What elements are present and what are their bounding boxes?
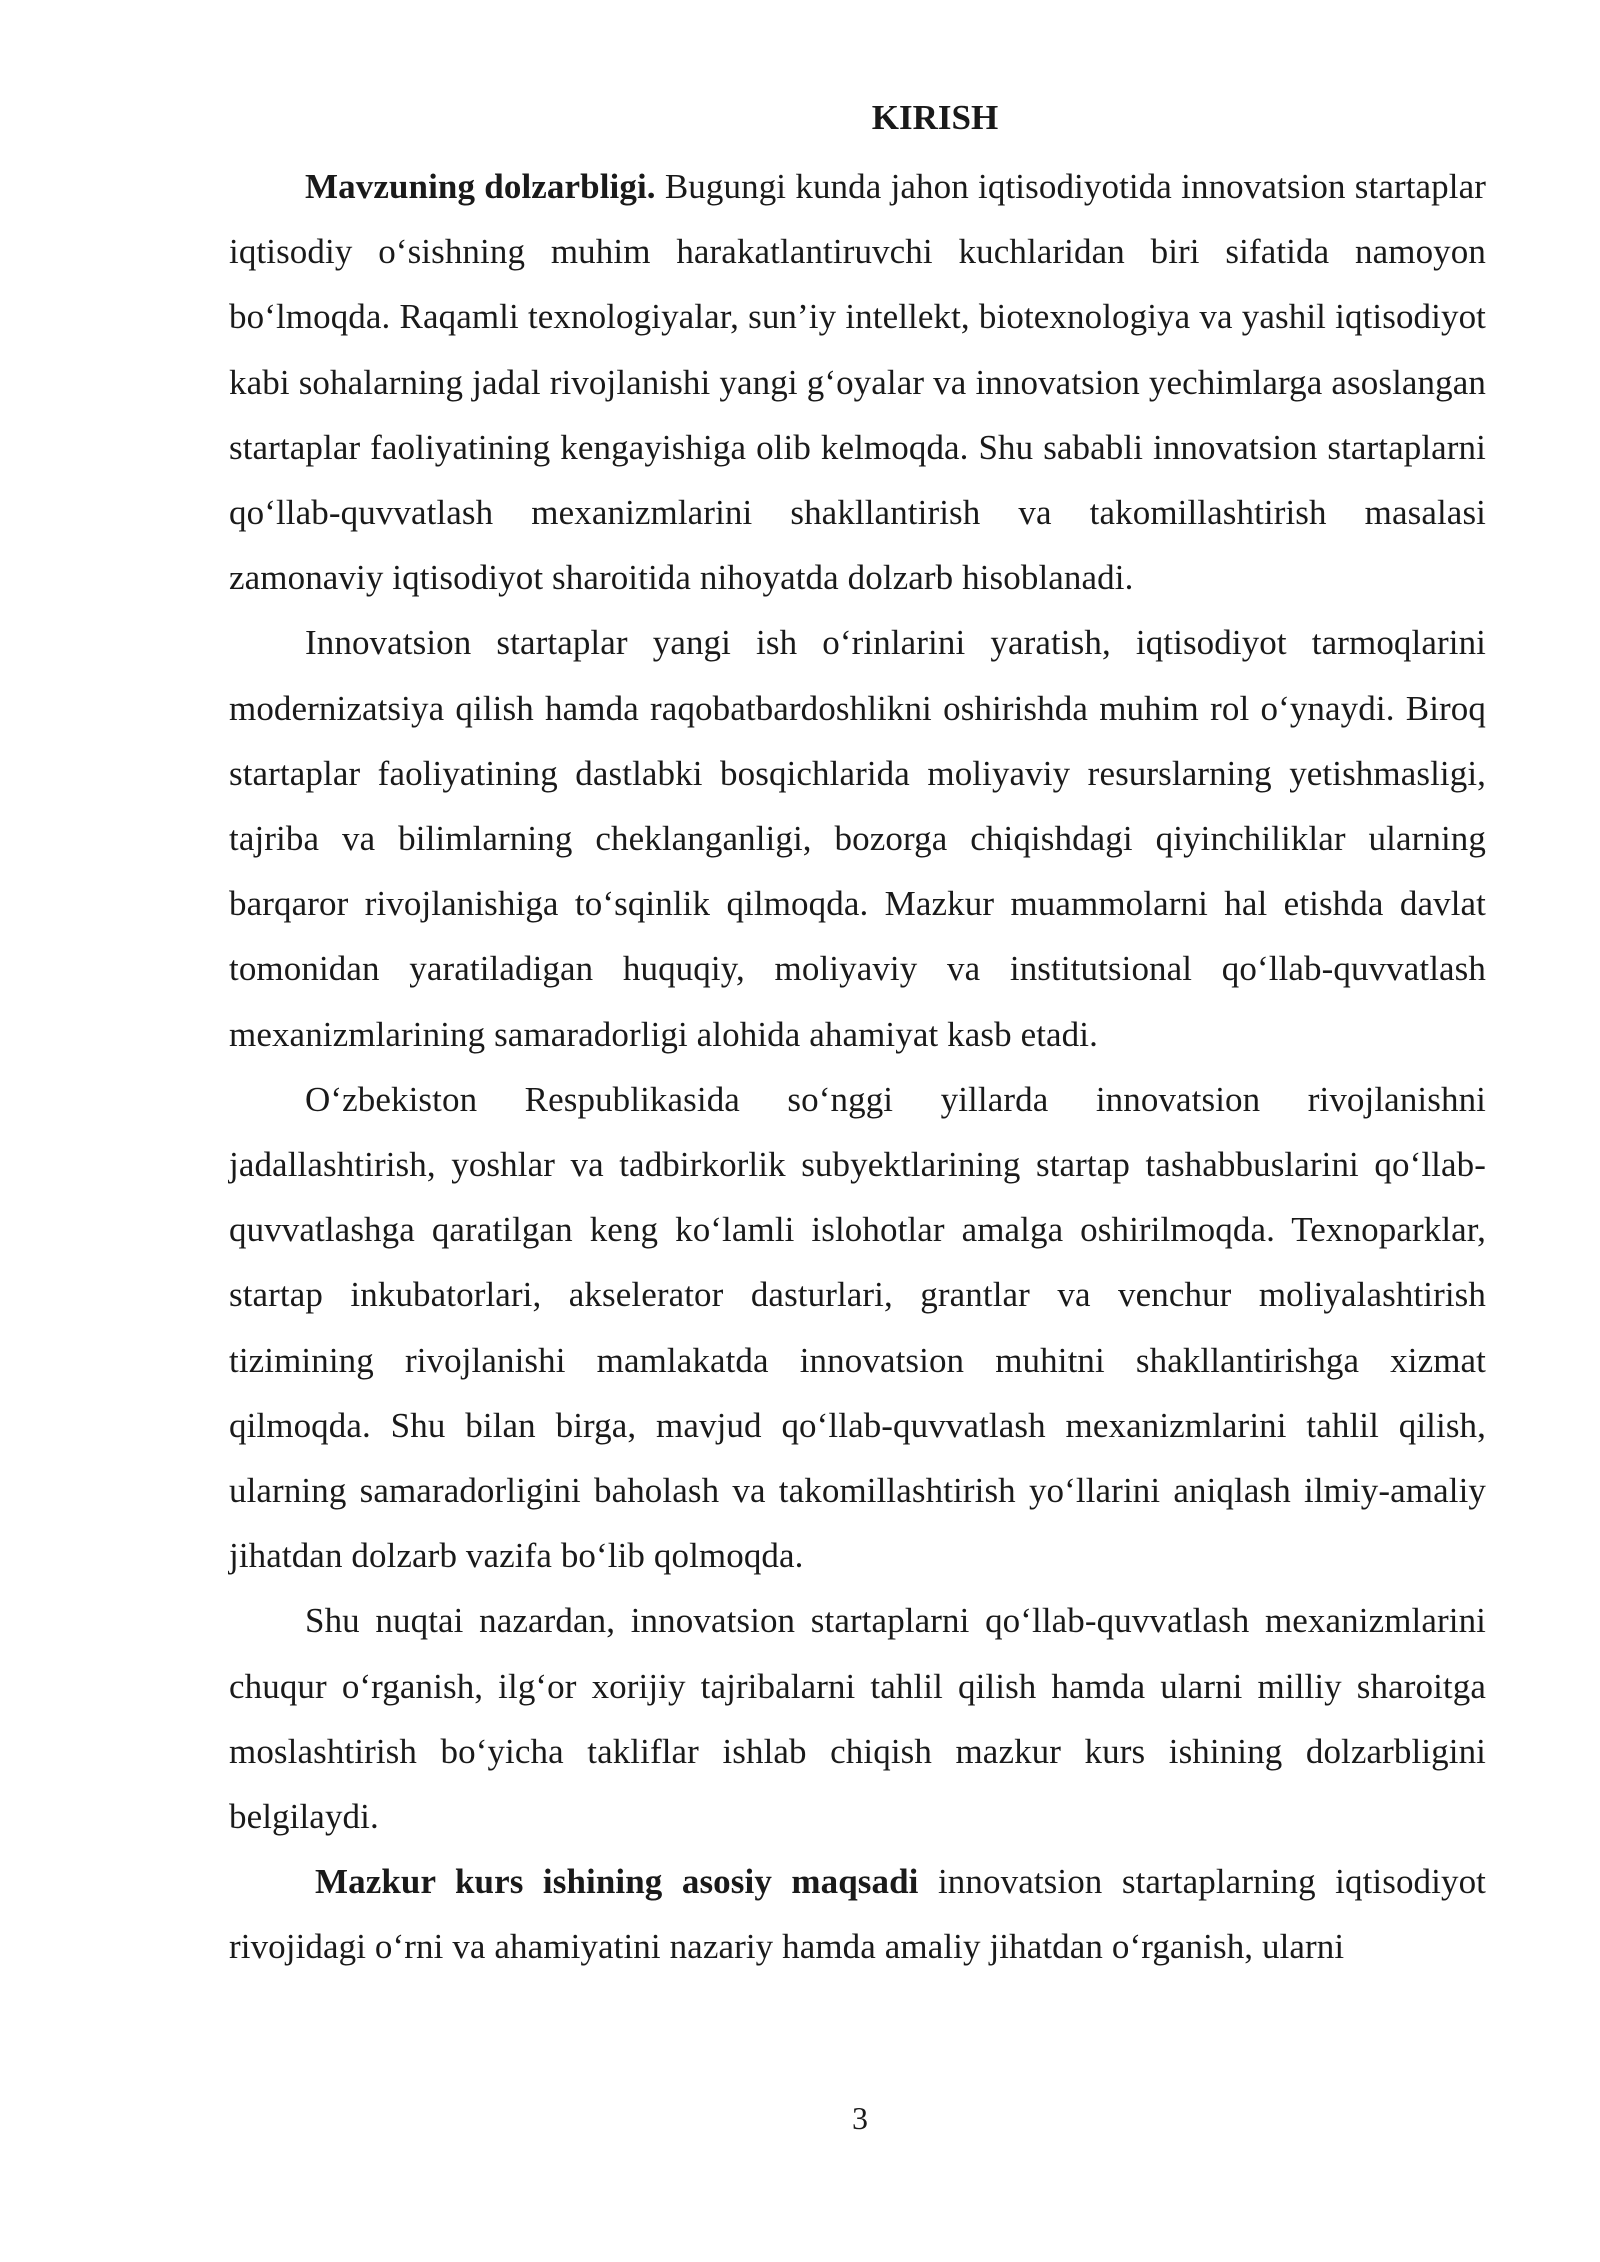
- paragraph-uzbekistan-reforms: [229, 1067, 1486, 1589]
- paragraph-lead: Mavzuning dolzarbligi.: [305, 167, 656, 206]
- paragraph-text: Shu nuqtai nazardan, innovatsion startaplarni qo‘llab-quvvatlash mexanizmlarini chuqur o‘rganish, ilg‘or xorijiy tajribalarni tahlil qilish hamda ularni milliy sharoitga moslashtirish bo‘yicha takliflar ishlab chiqish mazkur kurs ishining dolzarbligini belgilaydi.: [229, 1601, 1486, 1837]
- paragraph-text: innovatsion startaplarning iqtisodiyot rivojidagi o‘rni va ahamiyatini nazariy hamda amaliy jihatdan o‘rganish, ularni: [229, 1862, 1486, 1967]
- paragraph-text: Bugungi kunda jahon iqtisodiyotida innovatsion startaplar iqtisodiy o‘sishning muhim harakatlantiruvchi kuchlaridan biri sifatida namoyon bo‘lmoqda. Raqamli texnologiyalar, sun’iy intellekt, biotexnologiya va yashil iqtisodiyot kabi sohalarning jadal rivojlanishi yangi g‘oyalar va innovatsion yechimlarga asoslangan startaplar faoliyatining kengayishiga olib kelmoqda. Shu sababli innovatsion startaplarni qo‘llab-quvvatlash mexanizmlarini shakllantirish va takomillashtirish masalasi zamonaviy iqtisodiyot sharoitida nihoyatda dolzarb hisoblanadi.: [229, 167, 1486, 598]
- paragraph-text: O‘zbekiston Respublikasida so‘nggi yillarda innovatsion rivojlanishni jadallashtirish, yoshlar va tadbirkorlik subyektlarining startap tashabbuslarini qo‘llab-quvvatlashga qaratilgan keng ko‘lamli islohotlar amalga oshirilmoqda. Texnoparklar, startap inkubatorlari, akselerator dasturlari, grantlar va venchur moliyalashtirish tizimining rivojlanishi mamlakatda innovatsion muhitni shakllantirishga xizmat qilmoqda. Shu bilan birga, mavjud qo‘llab-quvvatlash mexanizmlarini tahlil qilish, ularning samaradorligini baholash va takomillashtirish yo‘llarini aniqlash ilmiy-amaliy jihatdan dolzarb vazifa bo‘lib qolmoqda.: [229, 1079, 1486, 1576]
- paragraph-relevance: [229, 154, 1486, 610]
- paragraph-perspective: [229, 1588, 1486, 1849]
- paragraph-main-goal: [229, 1849, 1486, 1979]
- page-body: [229, 90, 1486, 1980]
- paragraph-lead: Mazkur kurs ishining asosiy maqsadi: [315, 1862, 919, 1902]
- section-title: KIRISH: [871, 98, 999, 137]
- paragraph-startups-role: [229, 610, 1486, 1066]
- page-number: 3: [852, 2100, 868, 2136]
- paragraph-text: Innovatsion startaplar yangi ish o‘rinlarini yaratish, iqtisodiyot tarmoqlarini modernizatsiya qilish hamda raqobatbardoshlikni oshirishda muhim rol o‘ynaydi. Biroq startaplar faoliyatining dastlabki bosqichlarida moliyaviy resurslarning yetishmasligi, tajriba va bilimlarning cheklanganligi, bozorga chiqishdagi qiyinchiliklar ularning barqaror rivojlanishiga to‘sqinlik qilmoqda. Mazkur muammolarni hal etishda davlat tomonidan yaratiladigan huquqiy, moliyaviy va institutsional qo‘llab-quvvatlash mexanizmlarining samaradorligi alohida ahamiyat kasb etadi.: [229, 623, 1486, 1054]
